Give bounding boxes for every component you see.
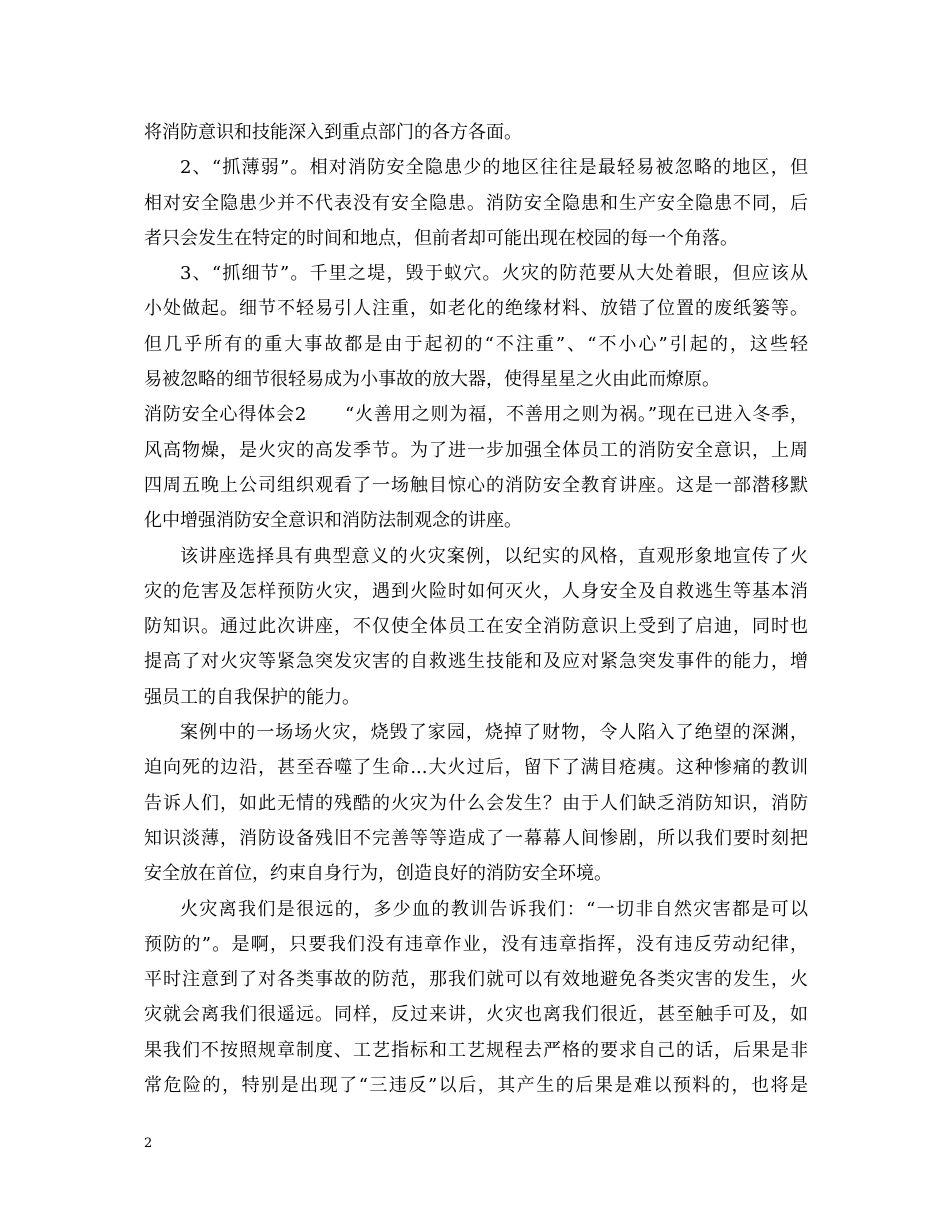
text-line: 知识淡薄，消防设备残旧不完善等等造成了一幕幕人间惨剧，所以我们要时刻把 (144, 827, 808, 849)
text-line: 灾就会离我们很遥远。同样，反过来讲，火灾也离我们很近，甚至触手可及，如 (144, 1004, 808, 1026)
text-line: 告诉人们，如此无情的残酷的火灾为什么会发生？由于人们缺乏消防知识，消防 (144, 792, 808, 814)
text-line: 相对安全隐患少并不代表没有安全隐患。消防安全隐患和生产安全隐患不同，后 (144, 192, 808, 214)
text-line: 平时注意到了对各类事故的防范，那我们就可以有效地避免各类灾害的发生，火 (144, 969, 808, 991)
text-line: 小处做起。细节不轻易引人注重，如老化的绝缘材料、放错了位置的废纸篓等。 (144, 298, 808, 320)
text-line: 将消防意识和技能深入到重点部门的各方各面。 (144, 122, 522, 143)
text-line: 化中增强消防安全意识和消防法制观念的讲座。 (144, 510, 522, 532)
text-line: 安全放在首位，约束自身行为，创造良好的消防安全环境。 (144, 863, 612, 885)
text-line: 果我们不按照规章制度、工艺指标和工艺规程去严格的要求自己的话，后果是非 (144, 1039, 808, 1061)
page-number: 2 (144, 1136, 153, 1151)
text-line: 消防安全心得体会2 “火善用之则为福，不善用之则为祸。”现在已进入冬季， (144, 404, 808, 426)
text-line: 者只会发生在特定的时间和地点，但前者却可能出现在校园的每一个角落。 (144, 227, 738, 249)
text-line: 提高了对火灾等紧急突发灾害的自救逃生技能和及应对紧急突发事件的能力，增 (144, 651, 808, 673)
text-line: 强员工的自我保护的能力。 (144, 686, 360, 708)
text-line: 迫向死的边沿，甚至吞噬了生命...大火过后，留下了满目疮痍。这种惨痛的教训 (144, 757, 808, 779)
text-line: 该讲座选择具有典型意义的火灾案例，以纪实的风格，直观形象地宣传了火 (180, 545, 808, 567)
text-line: 3、“抓细节”。千里之堤，毁于蚁穴。火灾的防范要从大处着眼，但应该从 (180, 263, 808, 285)
text-line: 案例中的一场场火灾，烧毁了家园，烧掉了财物，令人陷入了绝望的深渊， (180, 722, 808, 744)
text-line: 灾的危害及怎样预防火灾，遇到火险时如何灭火，人身安全及自救逃生等基本消 (144, 580, 808, 602)
text-line: 火灾离我们是很远的，多少血的教训告诉我们：“一切非自然灾害都是可以 (180, 898, 808, 920)
text-line: 风高物燥，是火灾的高发季节。为了进一步加强全体员工的消防安全意识，上周 (144, 439, 808, 461)
text-line: 常危险的，特别是出现了“三违反”以后，其产生的后果是难以预料的，也将是 (144, 1075, 808, 1097)
text-line: 2、“抓薄弱”。相对消防安全隐患少的地区往往是最轻易被忽略的地区，但 (180, 157, 808, 179)
text-line: 但几乎所有的重大事故都是由于起初的“不注重”、“不小心”引起的，这些轻 (144, 333, 808, 355)
text-line: 易被忽略的细节很轻易成为小事故的放大器，使得星星之火由此而燎原。 (144, 369, 720, 391)
text-line: 防知识。通过此次讲座，不仅使全体员工在安全消防意识上受到了启迪，同时也 (144, 616, 808, 638)
text-line: 四周五晚上公司组织观看了一场触目惊心的消防安全教育讲座。这是一部潜移默 (144, 474, 808, 496)
body-text (144, 115, 808, 1103)
text-line: 预防的”。是啊，只要我们没有违章作业，没有违章指挥，没有违反劳动纪律， (144, 933, 808, 955)
